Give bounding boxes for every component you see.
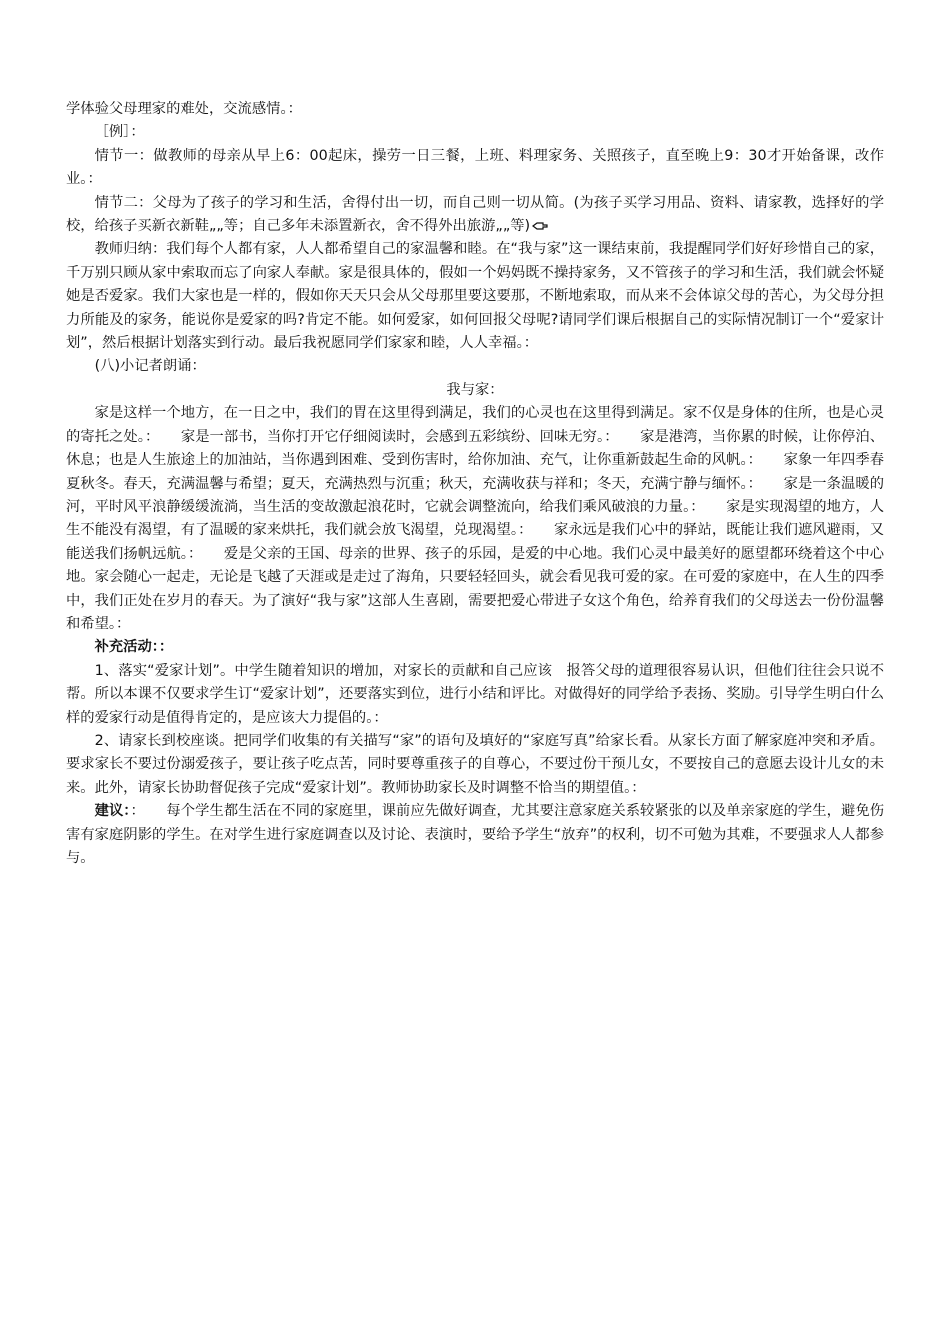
suggestion-text: ： 每个学生都生活在不同的家庭里，课前应先做好调查，尤其要注意家庭关系较紧张的以及单亲家庭的学生，避免伤害有家庭阴影的学生。在对学生进行家庭调查以及讨论、表演时，要给予学生“放弃”的权利，切不可勉为其难，不要强求人人都参与。 [66,803,884,866]
poem-body: 家是这样一个地方，在一日之中，我们的胃在这里得到满足，我们的心灵也在这里得到满足。家不仅是身体的住所，也是心灵的寄托之处。： 家是一部书，当你打开它仔细阅读时，会感到五彩缤纷、回味无穷。： 家是港湾，当你累的时候，让你停泊、休息；也是人生旅途上的加油站，当你遇到困难、受到伤害时，给你加油、充气，让你重新鼓起生命的风帆。： 家象一年四季春夏秋冬。春天，充满温馨与希望；夏天，充满热烈与沉重；秋天，充满收获与祥和；冬天，充满宁静与缅怀。： 家是一条温暖的河，平时风平浪静缓缓流淌，当生活的变故激起浪花时，它就会调整流向，给我们乘风破浪的力量。： 家是实现渴望的地方，人生不能没有渴望，有了温暖的家来烘托，我们就会放飞渴望，兑现渴望。： 家永远是我们心中的驿站，既能让我们遮风避雨，又能送我们扬帆远航。： 爱是父亲的王国、母亲的世界、孩子的乐园，是爱的中心地。我们心灵中最美好的愿望都环绕着这个中心地。家会随心一起走，无论是飞越了天涯或是走过了海角，只要轻轻回头，就会看见我可爱的家。在可爱的家庭中，在人生的四季中，我们正处在岁月的春天。为了演好“我与家”这部人生喜剧，需要把爱心带进子女这个角色，给养育我们的父母送去一份份温馨和希望。： [66,405,884,632]
paragraph-suggestion [66,800,884,870]
paragraph-teacher-summary: 教师归纳：我们每个人都有家，人人都希望自己的家温馨和睦。在“我与家”这一课结束前，我提醒同学们好好珍惜自己的家，千万别只顾从家中索取而忘了向家人奉献。家是很具体的，假如一个妈妈既不操持家务，又不管孩子的学习和生活，我们就会怀疑她是否爱家。我们大家也是一样的，假如你天天只会从父母那里要这要那，不断地索取，而从来不会体谅父母的苦心，为父母分担力所能及的家务，能说你是爱家的吗?肯定不能。如何爱家，如何回报父母呢?请同学们课后根据自己的实际情况制订一个“爱家计划”，然后根据计划落实到行动。最后我祝愿同学们家家和睦，人人幸福。： [66,241,884,352]
poem-title: 我与家： [446,381,504,398]
example-label: ［例］： [94,124,145,141]
paragraph-intro: 学体验父母理家的难处，交流感情。： [66,101,302,117]
episode-two-text: 情节二：父母为了孩子的学习和生活，舍得付出一切，而自己则一切从简。(为孩子买学习用品、资料、请家教，选择好的学校，给孩子买新衣新鞋„„等；自己多年未添置新衣，舍不得外出旅游„„等) [66,194,884,235]
paragraph-episode-one: 情节一：做教师的母亲从早上6：00起床，操劳一日三餐，上班、料理家务、关照孩子，直至晚上9：30才开始备课，改作业。： [66,147,884,188]
section-supplementary-activities: 补充活动：： [94,639,174,656]
paragraph-activity-one: 1、落实“爱家计划”。中学生随着知识的增加，对家长的贡献和自己应该 报答父母的道理很容易认识，但他们往往会只说不帮。所以本课不仅要求学生订“爱家计划”，还要落实到位，进行小结和评比。对做得好的同学给予表扬、奖励。引导学生明白什么样的爱家行动是值得肯定的，是应该大力提倡的。： [66,662,884,726]
document-page [66,98,884,870]
suggestion-label: 建议： [94,803,131,820]
section-reporter-recital: (八)小记者朗诵： [94,358,206,375]
paragraph-episode-two [66,192,884,239]
paragraph-activity-two: 2、请家长到校座谈。把同学们收集的有关描写“家”的语句及填好的“家庭写真”给家长看。从家长方面了解家庭冲突和矛盾。要求家长不要过份溺爱孩子，要让孩子吃点苦，同时要尊重孩子的自尊心，不要过份干预儿女，不要按自己的意愿去设计儿女的未来。此外，请家长协助督促孩子完成“爱家计划”。教师协助家长及时调整不恰当的期望值。： [66,732,884,796]
hand-pointer-icon [530,218,548,234]
